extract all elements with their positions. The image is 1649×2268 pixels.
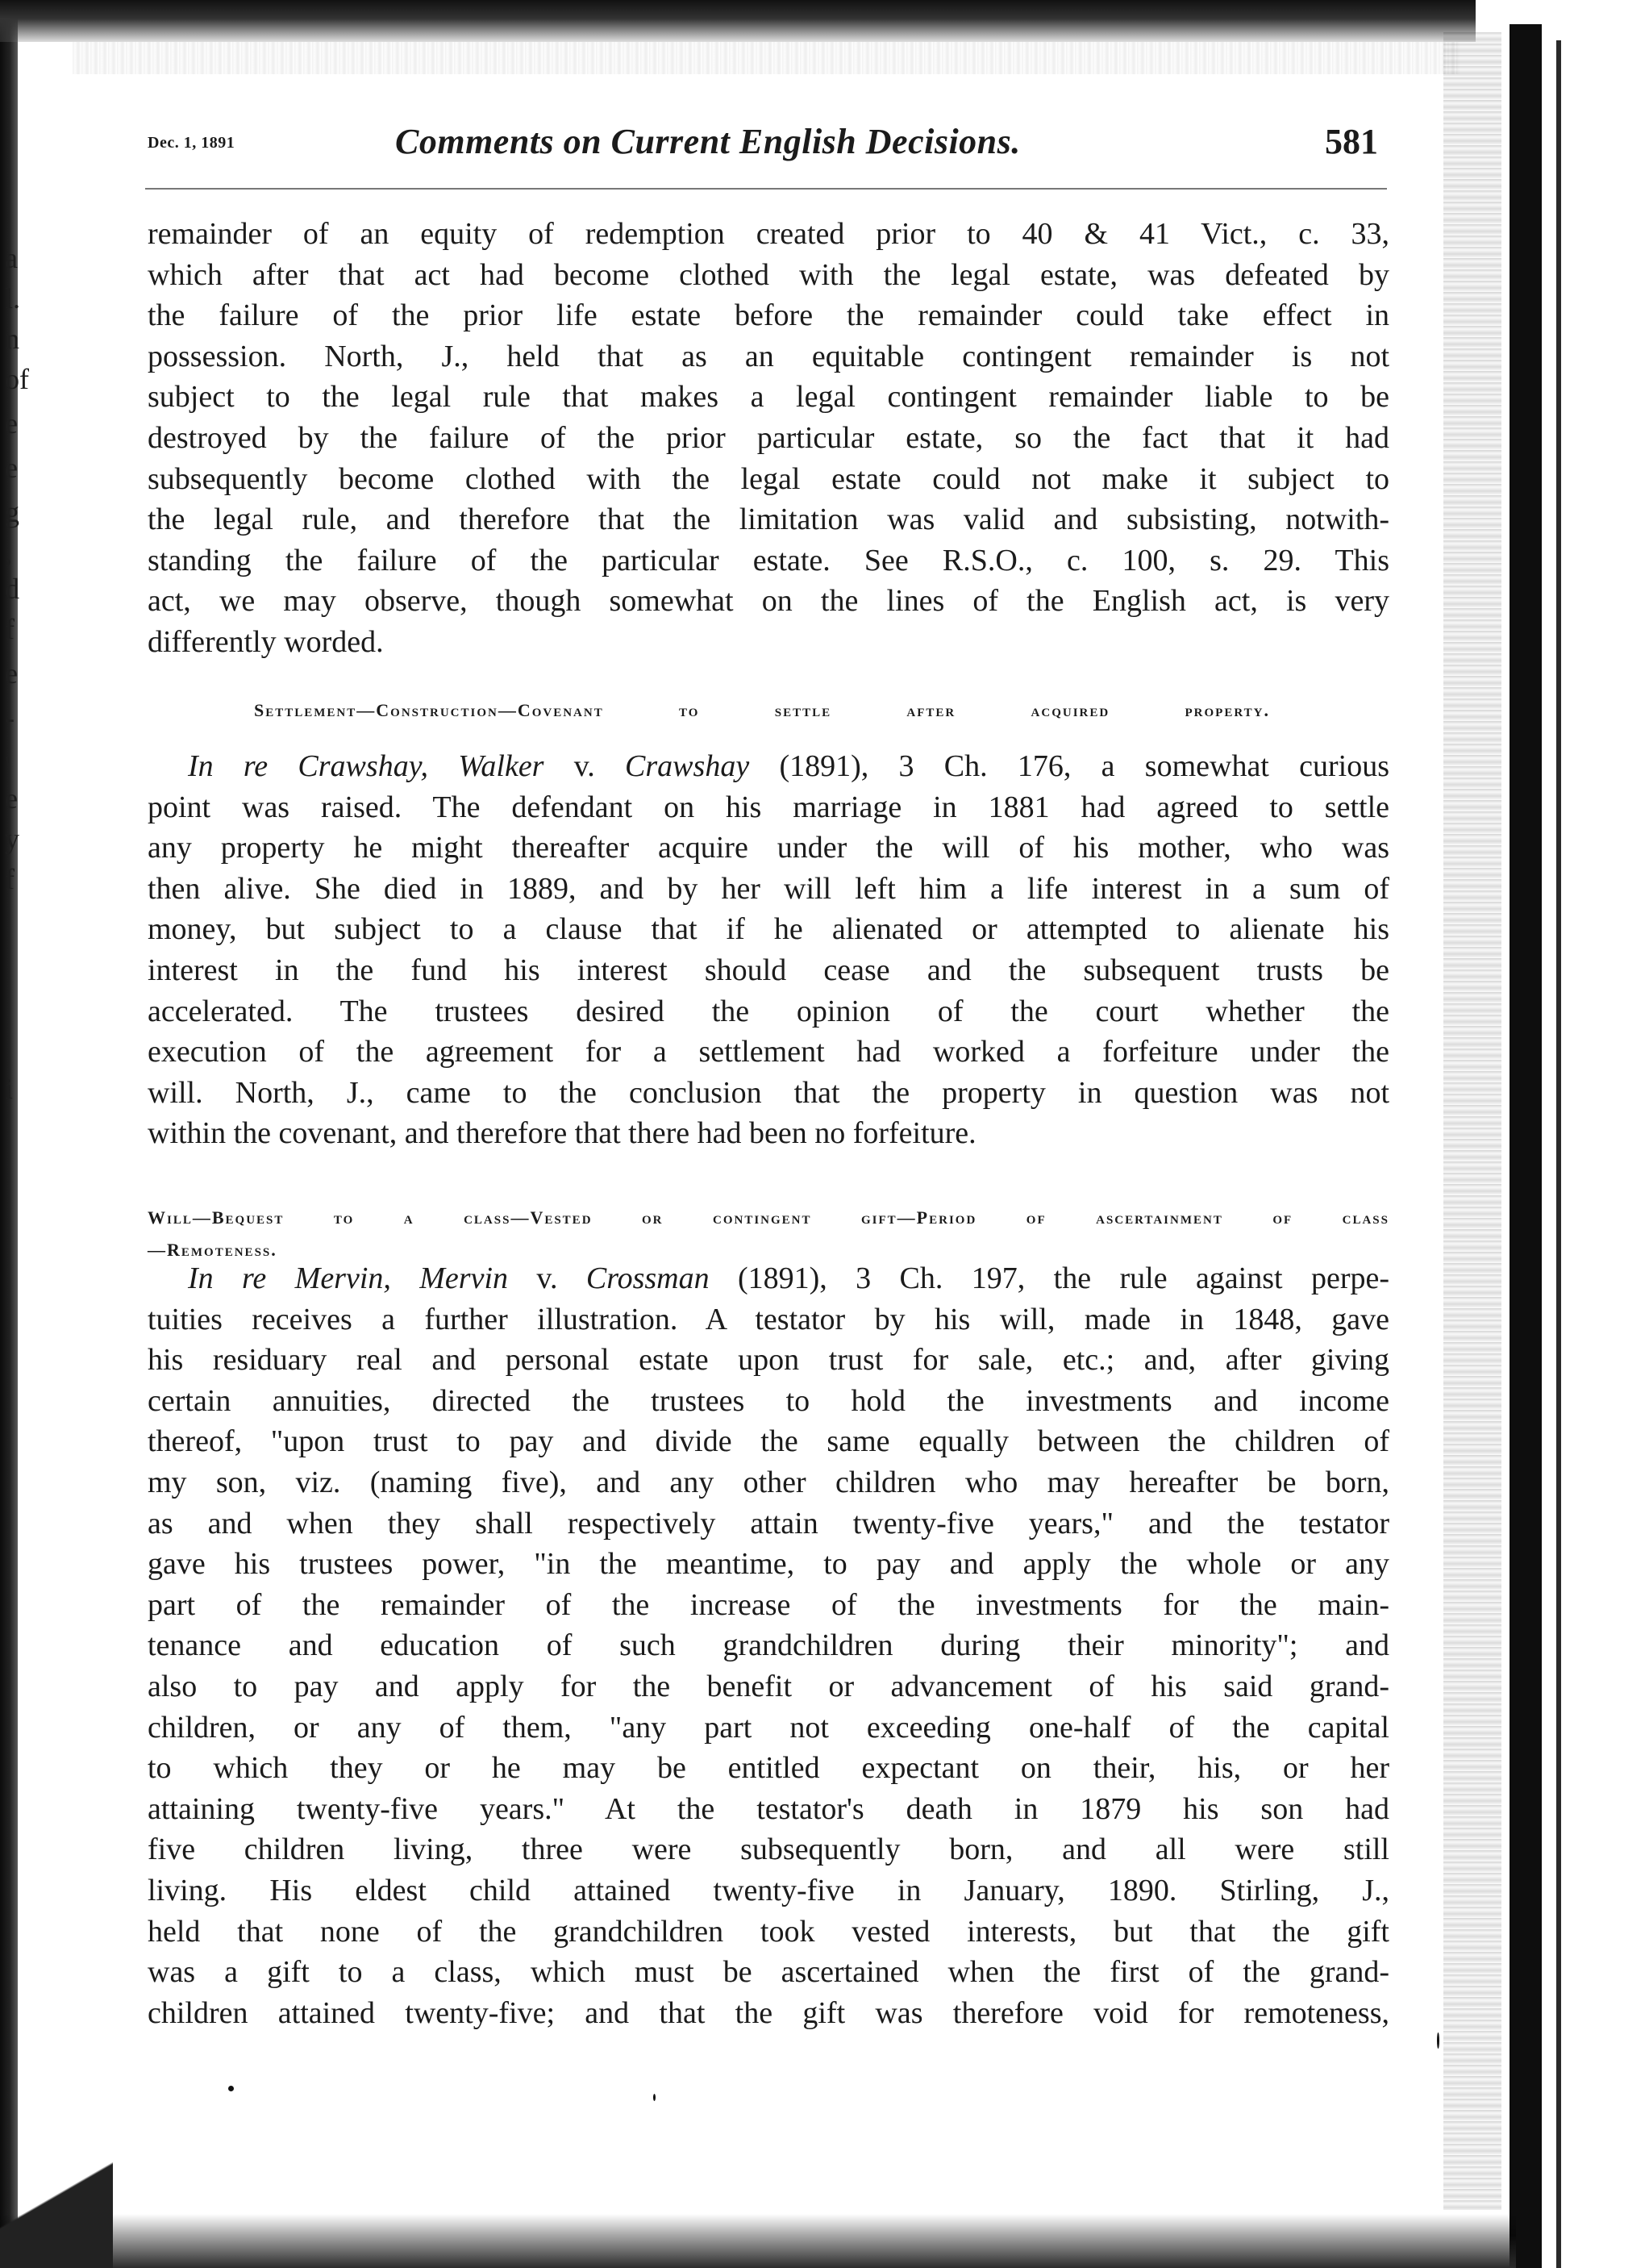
- scan-bar-right-thin: [1556, 40, 1561, 2268]
- case-party: Crawshay: [625, 749, 750, 783]
- margin-fragment: e: [5, 657, 18, 690]
- text-line-first: [148, 1258, 1389, 1299]
- margin-fragment: i: [5, 1073, 14, 1105]
- scan-speck: [228, 2086, 234, 2091]
- text-line: execution of the agreement for a settlement had worked a forfeiture under the: [148, 1035, 1389, 1069]
- header-rule: [145, 188, 1387, 190]
- scan-speck: [653, 2094, 656, 2101]
- section-heading-settlement: Settlement—Construction—Covenant to settle after acquired property.: [254, 700, 1270, 720]
- paragraph-crawshay: [148, 746, 1389, 1154]
- margin-fragment: n: [5, 323, 19, 355]
- scan-speck: [1437, 2032, 1439, 2049]
- text-line: act, we may observe, though somewhat on the lines of the English act, is very: [148, 584, 1389, 619]
- section-heading-will-continued: —Remoteness.: [148, 1240, 277, 1260]
- text-line: subsequently become clothed with the legal estate could not make it subject to: [148, 461, 1389, 496]
- text-line: also to pay and apply for the benefit or advancement of his said grand-: [148, 1669, 1389, 1703]
- margin-fragment: e: [5, 452, 18, 484]
- case-party: Crossman: [585, 1261, 710, 1295]
- text-line: was a gift to a class, which must be ascertained when the first of the grand-: [148, 1955, 1389, 1990]
- margin-fragment: g: [5, 496, 19, 528]
- scan-noise-top: [73, 42, 1460, 74]
- case-name: In re Crawshay, Walker: [188, 749, 544, 783]
- margin-fragment: y: [5, 823, 19, 855]
- scan-edge-bottom: [0, 2214, 1516, 2268]
- text-line: certain annuities, directed the trustees to hold the investments and income: [148, 1383, 1389, 1418]
- case-versus: v.: [573, 749, 595, 783]
- text-line: point was raised. The defendant on his marriage in 1881 had agreed to settle: [148, 790, 1389, 824]
- text-line: part of the remainder of the increase of the investments for the main-: [148, 1587, 1389, 1622]
- text-line: gave his trustees power, "in the meantime, to pay and apply the whole or any: [148, 1547, 1389, 1582]
- text-line: possession. North, J., held that as an equitable contingent remainder is not: [148, 339, 1389, 373]
- text-line: which after that act had become clothed with the legal estate, was defeated by: [148, 257, 1389, 292]
- text-line: differently worded.: [148, 624, 384, 659]
- text-line: thereof, "upon trust to pay and divide the same equally between the children of: [148, 1424, 1389, 1459]
- text-line: his residuary real and personal estate upon trust for sale, etc.; and, after giving: [148, 1343, 1389, 1378]
- margin-fragment: a: [5, 242, 18, 274]
- scan-gutter-right: [1443, 32, 1501, 2210]
- case-versus: v.: [536, 1261, 558, 1295]
- text-line: children, or any of them, "any part not exceeding one-half of the capital: [148, 1710, 1389, 1745]
- margin-fragment: l.: [5, 282, 21, 315]
- text-line: the legal rule, and therefore that the limitation was valid and subsisting, notwith-: [148, 502, 1389, 537]
- margin-fragment: ,: [5, 536, 12, 569]
- text-line: money, but subject to a clause that if he alienated or attempted to alienate his: [148, 912, 1389, 947]
- margin-fragment: d: [5, 573, 19, 605]
- text-line: living. His eldest child attained twenty-five in January, 1890. Stirling, J.,: [148, 1873, 1389, 1907]
- scan-edge-top: [0, 0, 1476, 42]
- text-line: my son, viz. (naming five), and any other children who may hereafter be born,: [148, 1465, 1389, 1499]
- margin-fragment: e: [5, 407, 18, 440]
- header-title: Comments on Current English Decisions.: [395, 122, 1021, 161]
- margin-fragment: ': [5, 750, 10, 782]
- case-name: In re Mervin, Mervin: [188, 1261, 509, 1295]
- text-line: then alive. She died in 1889, and by her will left him a life interest in a sum of: [148, 871, 1389, 906]
- text-line: tuities receives a further illustration. A testator by his will, made in 1848, gave: [148, 1302, 1389, 1336]
- text-line: as and when they shall respectively attain twenty-five years," and the testator: [148, 1506, 1389, 1540]
- margin-fragment: f: [5, 613, 15, 645]
- text-line: to which they or he may be entitled expectant on their, his, or her: [148, 1751, 1389, 1786]
- scan-corner-bottom-left: [0, 2097, 113, 2268]
- text-line: tenance and education of such grandchildren during their minority"; and: [148, 1628, 1389, 1663]
- text-line: subject to the legal rule that makes a legal contingent remainder liable to be: [148, 380, 1389, 415]
- margin-fragment: f: [5, 863, 15, 895]
- case-citation: (1891), 3 Ch. 176, a somewhat curious: [779, 749, 1389, 783]
- paragraph-continuation: [148, 214, 1389, 663]
- section-heading-will: Will—Bequest to a class—Vested or contingent gift—Period of ascertainment of class: [148, 1207, 1389, 1228]
- header-date: Dec. 1, 1891: [148, 134, 235, 152]
- text-line-first: [148, 746, 1389, 787]
- text-line: destroyed by the failure of the prior particular estate, so the fact that it had: [148, 420, 1389, 455]
- page-number: 581: [1325, 122, 1378, 161]
- text-line: children attained twenty-five; and that the gift was therefore void for remoteness,: [148, 1995, 1389, 2030]
- scan-bar-right: [1510, 24, 1542, 2268]
- margin-fragment: of: [5, 363, 29, 395]
- text-line: accelerated. The trustees desired the opinion of the court whether the: [148, 994, 1389, 1028]
- text-line: held that none of the grandchildren took vested interests, but that the gift: [148, 1914, 1389, 1949]
- text-line: any property he might thereafter acquire under the will of his mother, who was: [148, 831, 1389, 865]
- text-line: within the covenant, and therefore that there had been no forfeiture.: [148, 1116, 976, 1151]
- text-line: remainder of an equity of redemption created prior to 40 & 41 Vict., c. 33,: [148, 217, 1389, 251]
- paragraph-mervin: [148, 1258, 1389, 2033]
- text-line: five children living, three were subsequently born, and all were still: [148, 1832, 1389, 1867]
- text-line: attaining twenty-five years." At the testator's death in 1879 his son had: [148, 1791, 1389, 1826]
- margin-fragment: -: [5, 702, 15, 734]
- text-line: the failure of the prior life estate before the remainder could take effect in: [148, 298, 1389, 333]
- text-line: will. North, J., came to the conclusion that the property in question was not: [148, 1075, 1389, 1110]
- margin-fragment: e: [5, 782, 18, 815]
- text-line: interest in the fund his interest should cease and the subsequent trusts be: [148, 953, 1389, 987]
- case-citation: (1891), 3 Ch. 197, the rule against perpe-: [737, 1261, 1390, 1295]
- text-line: standing the failure of the particular estate. See R.S.O., c. 100, s. 29. This: [148, 543, 1389, 577]
